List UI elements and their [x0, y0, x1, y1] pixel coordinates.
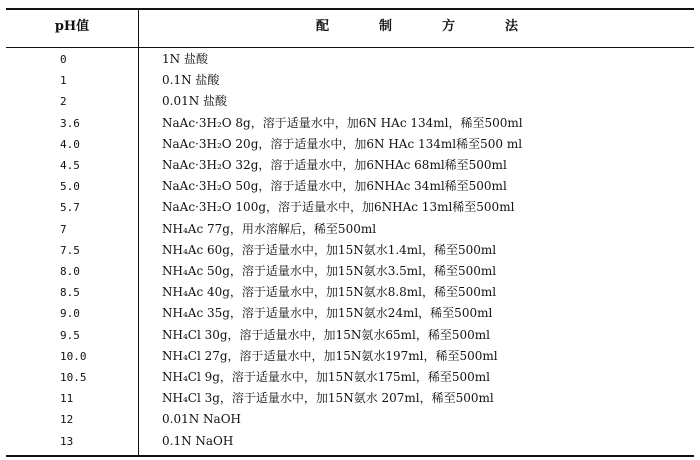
preparation-method: NaAc·3H₂O 50g，溶于适量水中，加6NHAc 34ml稀至500ml: [162, 179, 507, 194]
table-row: [6, 92, 694, 111]
preparation-method: NH₄Ac 60g，溶于适量水中，加15N氨水1.4ml，稀至500ml: [162, 242, 497, 257]
preparation-method: NH₄Cl 3g，溶于适量水中，加15N氨水 207ml，稀至500ml: [162, 391, 494, 406]
table-row: [6, 368, 694, 387]
table-row: [6, 326, 694, 345]
table-row: [6, 114, 694, 133]
ph-value: 5.0: [60, 180, 80, 194]
column-header-method: 配制方法: [315, 19, 568, 34]
preparation-method: NH₄Cl 9g，溶于适量水中，加15N氨水175ml，稀至500ml: [162, 370, 490, 384]
table-row: [6, 241, 694, 260]
table-row: [6, 304, 694, 323]
preparation-method: NaAc·3H₂O 8g，溶于适量水中，加6N HAc 134ml，稀至500ml: [162, 115, 523, 130]
table-row: [6, 389, 694, 408]
preparation-method: 1N 盐酸: [162, 52, 208, 66]
preparation-method: NH₄Ac 77g，用水溶解后，稀至500ml: [162, 221, 377, 236]
preparation-method: 0.1N NaOH: [162, 433, 234, 448]
column-header-ph: pH值: [54, 19, 90, 34]
ph-value: 4.0: [60, 137, 80, 151]
ph-value: 13: [60, 434, 74, 448]
ph-value: 9.5: [60, 328, 80, 342]
table-row: [6, 410, 694, 429]
table-top-rule: [6, 8, 694, 10]
table-row: [6, 177, 694, 196]
preparation-method: NH₄Ac 50g，溶于适量水中，加15N氨水3.5ml，稀至500ml: [162, 264, 497, 278]
table-row: [6, 71, 694, 90]
ph-value: 2: [60, 95, 67, 109]
ph-value: 1: [60, 74, 67, 88]
table-row: [6, 283, 694, 302]
table-row: [6, 432, 694, 451]
preparation-method: NH₄Cl 27g，溶于适量水中，加15N氨水197ml，稀至500ml: [162, 348, 498, 363]
ph-value: 10.0: [60, 349, 87, 363]
table-row: [6, 262, 694, 281]
table-row: [6, 347, 694, 366]
preparation-method: NH₄Ac 35g，溶于适量水中，加15N氨水24ml，稀至500ml: [162, 306, 493, 321]
ph-value: 7.5: [60, 243, 80, 257]
table-row: [6, 198, 694, 217]
preparation-method: 0.01N NaOH: [162, 412, 241, 427]
preparation-method: NaAc·3H₂O 100g，溶于适量水中，加6NHAc 13ml稀至500ml: [162, 200, 515, 215]
ph-value: 12: [60, 413, 74, 427]
table-header-rule: [6, 47, 694, 48]
preparation-method: NH₄Ac 40g，溶于适量水中，加15N氨水8.8ml，稀至500ml: [162, 285, 497, 300]
preparation-method: 0.01N 盐酸: [162, 94, 228, 109]
ph-value: 10.5: [60, 371, 87, 384]
table-row: [6, 50, 694, 69]
preparation-method: NH₄Cl 30g，溶于适量水中，加15N氨水65ml，稀至500ml: [162, 327, 490, 342]
ph-value: 8.5: [60, 286, 80, 300]
ph-value: 4.5: [60, 159, 80, 172]
table-row: [6, 135, 694, 154]
table-row: [6, 220, 694, 239]
ph-value: 0: [60, 53, 67, 66]
ph-value: 11: [60, 392, 74, 406]
preparation-method: NaAc·3H₂O 32g，溶于适量水中，加6NHAc 68ml稀至500ml: [162, 158, 507, 172]
ph-value: 7: [60, 222, 67, 236]
ph-value: 8.0: [60, 265, 80, 278]
ph-value: 3.6: [60, 116, 80, 130]
ph-value: 5.7: [60, 201, 80, 215]
table-bottom-rule: [6, 455, 694, 457]
table-row: [6, 156, 694, 175]
preparation-method: NaAc·3H₂O 20g，溶于适量水中，加6N HAc 134ml稀至500 ml: [162, 136, 523, 151]
ph-value: 9.0: [60, 307, 80, 321]
preparation-method: 0.1N 盐酸: [162, 73, 220, 88]
